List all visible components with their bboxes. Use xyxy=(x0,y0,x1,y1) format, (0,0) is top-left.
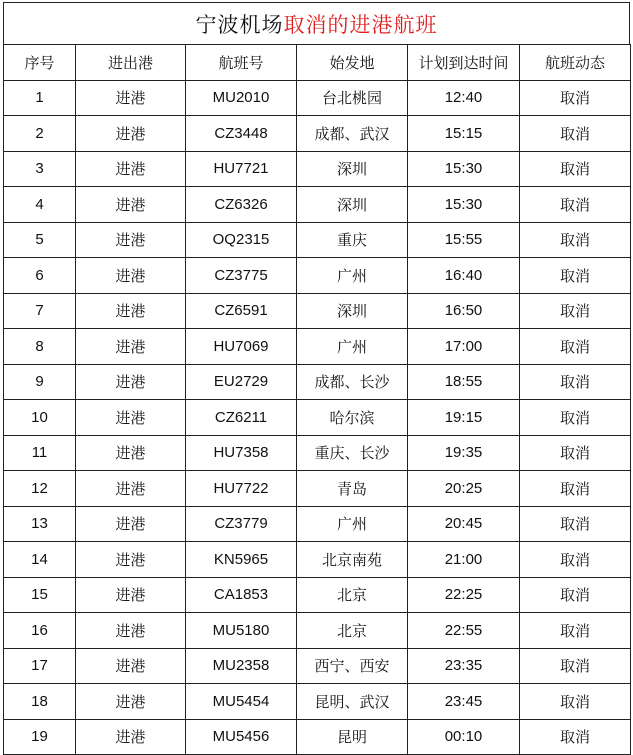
cell-index: 15 xyxy=(4,577,76,613)
cell-direction: 进港 xyxy=(76,684,186,720)
cell-scheduled-arrival: 15:55 xyxy=(408,222,520,258)
cell-status: 取消 xyxy=(520,116,631,152)
cell-scheduled-arrival: 16:40 xyxy=(408,258,520,294)
cell-status: 取消 xyxy=(520,151,631,187)
cell-flight-no: CZ6211 xyxy=(186,400,297,436)
cell-origin: 重庆 xyxy=(297,222,408,258)
cell-index: 4 xyxy=(4,187,76,223)
cell-direction: 进港 xyxy=(76,151,186,187)
table-body xyxy=(4,80,631,755)
cell-index: 8 xyxy=(4,329,76,365)
cell-origin: 深圳 xyxy=(297,151,408,187)
cell-scheduled-arrival: 15:30 xyxy=(408,187,520,223)
table-row xyxy=(4,719,631,755)
cell-flight-no: HU7358 xyxy=(186,435,297,471)
cell-flight-no: MU5454 xyxy=(186,684,297,720)
cell-direction: 进港 xyxy=(76,471,186,507)
title-prefix: 宁波机场 xyxy=(195,12,284,37)
cell-index: 3 xyxy=(4,151,76,187)
table-row xyxy=(4,648,631,684)
table-row xyxy=(4,329,631,365)
cell-direction: 进港 xyxy=(76,80,186,116)
cell-direction: 进港 xyxy=(76,187,186,223)
cell-scheduled-arrival: 21:00 xyxy=(408,542,520,578)
cell-direction: 进港 xyxy=(76,258,186,294)
header-scheduled-arrival: 计划到达时间 xyxy=(408,45,520,81)
cell-index: 2 xyxy=(4,116,76,152)
cell-flight-no: MU2010 xyxy=(186,80,297,116)
cell-status: 取消 xyxy=(520,400,631,436)
cell-flight-no: KN5965 xyxy=(186,542,297,578)
cell-scheduled-arrival: 12:40 xyxy=(408,80,520,116)
cell-scheduled-arrival: 17:00 xyxy=(408,329,520,365)
cell-flight-no: HU7722 xyxy=(186,471,297,507)
cell-scheduled-arrival: 23:45 xyxy=(408,684,520,720)
cell-status: 取消 xyxy=(520,80,631,116)
table-row xyxy=(4,293,631,329)
cell-origin: 成都、武汉 xyxy=(297,116,408,152)
cell-origin: 北京 xyxy=(297,577,408,613)
table-row xyxy=(4,80,631,116)
cell-index: 18 xyxy=(4,684,76,720)
cell-index: 14 xyxy=(4,542,76,578)
cell-flight-no: MU5180 xyxy=(186,613,297,649)
cell-index: 11 xyxy=(4,435,76,471)
cell-scheduled-arrival: 22:25 xyxy=(408,577,520,613)
cell-index: 16 xyxy=(4,613,76,649)
cell-origin: 北京南苑 xyxy=(297,542,408,578)
cell-direction: 进港 xyxy=(76,364,186,400)
cell-scheduled-arrival: 15:30 xyxy=(408,151,520,187)
flight-sheet xyxy=(3,2,630,755)
table-row xyxy=(4,542,631,578)
cell-origin: 昆明、武汉 xyxy=(297,684,408,720)
cell-flight-no: CZ3779 xyxy=(186,506,297,542)
cell-direction: 进港 xyxy=(76,435,186,471)
cell-scheduled-arrival: 22:55 xyxy=(408,613,520,649)
table-row xyxy=(4,151,631,187)
cell-index: 5 xyxy=(4,222,76,258)
cell-flight-no: HU7069 xyxy=(186,329,297,365)
cell-scheduled-arrival: 00:10 xyxy=(408,719,520,755)
cell-origin: 哈尔滨 xyxy=(297,400,408,436)
cell-origin: 广州 xyxy=(297,506,408,542)
cell-origin: 西宁、西安 xyxy=(297,648,408,684)
cell-scheduled-arrival: 18:55 xyxy=(408,364,520,400)
cell-flight-no: CZ6326 xyxy=(186,187,297,223)
cell-flight-no: CZ3448 xyxy=(186,116,297,152)
cell-status: 取消 xyxy=(520,577,631,613)
page-title xyxy=(3,2,630,44)
header-direction: 进出港 xyxy=(76,45,186,81)
cell-status: 取消 xyxy=(520,471,631,507)
header-flight-no: 航班号 xyxy=(186,45,297,81)
cell-origin: 成都、长沙 xyxy=(297,364,408,400)
title-highlight: 取消的进港航班 xyxy=(283,12,438,37)
cell-index: 19 xyxy=(4,719,76,755)
flight-table xyxy=(3,44,631,755)
cell-direction: 进港 xyxy=(76,648,186,684)
table-row xyxy=(4,506,631,542)
cell-status: 取消 xyxy=(520,719,631,755)
cell-index: 6 xyxy=(4,258,76,294)
cell-flight-no: CZ3775 xyxy=(186,258,297,294)
table-row xyxy=(4,364,631,400)
cell-status: 取消 xyxy=(520,364,631,400)
cell-direction: 进港 xyxy=(76,329,186,365)
cell-direction: 进港 xyxy=(76,719,186,755)
cell-index: 1 xyxy=(4,80,76,116)
header-index: 序号 xyxy=(4,45,76,81)
cell-scheduled-arrival: 23:35 xyxy=(408,648,520,684)
table-row xyxy=(4,187,631,223)
cell-scheduled-arrival: 16:50 xyxy=(408,293,520,329)
cell-status: 取消 xyxy=(520,613,631,649)
cell-direction: 进港 xyxy=(76,400,186,436)
table-row xyxy=(4,577,631,613)
cell-index: 7 xyxy=(4,293,76,329)
cell-origin: 广州 xyxy=(297,258,408,294)
cell-origin: 台北桃园 xyxy=(297,80,408,116)
cell-direction: 进港 xyxy=(76,293,186,329)
cell-scheduled-arrival: 20:45 xyxy=(408,506,520,542)
cell-flight-no: EU2729 xyxy=(186,364,297,400)
cell-status: 取消 xyxy=(520,648,631,684)
cell-flight-no: CZ6591 xyxy=(186,293,297,329)
cell-direction: 进港 xyxy=(76,222,186,258)
cell-flight-no: MU5456 xyxy=(186,719,297,755)
table-row xyxy=(4,258,631,294)
cell-direction: 进港 xyxy=(76,613,186,649)
cell-origin: 广州 xyxy=(297,329,408,365)
cell-status: 取消 xyxy=(520,187,631,223)
cell-scheduled-arrival: 20:25 xyxy=(408,471,520,507)
cell-direction: 进港 xyxy=(76,577,186,613)
cell-direction: 进港 xyxy=(76,542,186,578)
cell-flight-no: HU7721 xyxy=(186,151,297,187)
cell-status: 取消 xyxy=(520,222,631,258)
cell-index: 9 xyxy=(4,364,76,400)
cell-flight-no: OQ2315 xyxy=(186,222,297,258)
cell-status: 取消 xyxy=(520,258,631,294)
cell-index: 12 xyxy=(4,471,76,507)
cell-flight-no: CA1853 xyxy=(186,577,297,613)
cell-status: 取消 xyxy=(520,293,631,329)
table-row xyxy=(4,471,631,507)
table-row xyxy=(4,116,631,152)
cell-flight-no: MU2358 xyxy=(186,648,297,684)
table-row xyxy=(4,435,631,471)
cell-scheduled-arrival: 19:35 xyxy=(408,435,520,471)
cell-scheduled-arrival: 15:15 xyxy=(408,116,520,152)
cell-origin: 昆明 xyxy=(297,719,408,755)
cell-status: 取消 xyxy=(520,684,631,720)
cell-index: 13 xyxy=(4,506,76,542)
cell-origin: 北京 xyxy=(297,613,408,649)
cell-status: 取消 xyxy=(520,542,631,578)
table-header-row xyxy=(4,45,631,81)
cell-status: 取消 xyxy=(520,435,631,471)
cell-origin: 深圳 xyxy=(297,187,408,223)
cell-direction: 进港 xyxy=(76,506,186,542)
table-row xyxy=(4,684,631,720)
cell-origin: 深圳 xyxy=(297,293,408,329)
table-row xyxy=(4,613,631,649)
cell-origin: 重庆、长沙 xyxy=(297,435,408,471)
cell-origin: 青岛 xyxy=(297,471,408,507)
header-origin: 始发地 xyxy=(297,45,408,81)
cell-direction: 进港 xyxy=(76,116,186,152)
cell-status: 取消 xyxy=(520,329,631,365)
header-status: 航班动态 xyxy=(520,45,631,81)
cell-status: 取消 xyxy=(520,506,631,542)
table-row xyxy=(4,400,631,436)
cell-scheduled-arrival: 19:15 xyxy=(408,400,520,436)
cell-index: 10 xyxy=(4,400,76,436)
table-row xyxy=(4,222,631,258)
cell-index: 17 xyxy=(4,648,76,684)
